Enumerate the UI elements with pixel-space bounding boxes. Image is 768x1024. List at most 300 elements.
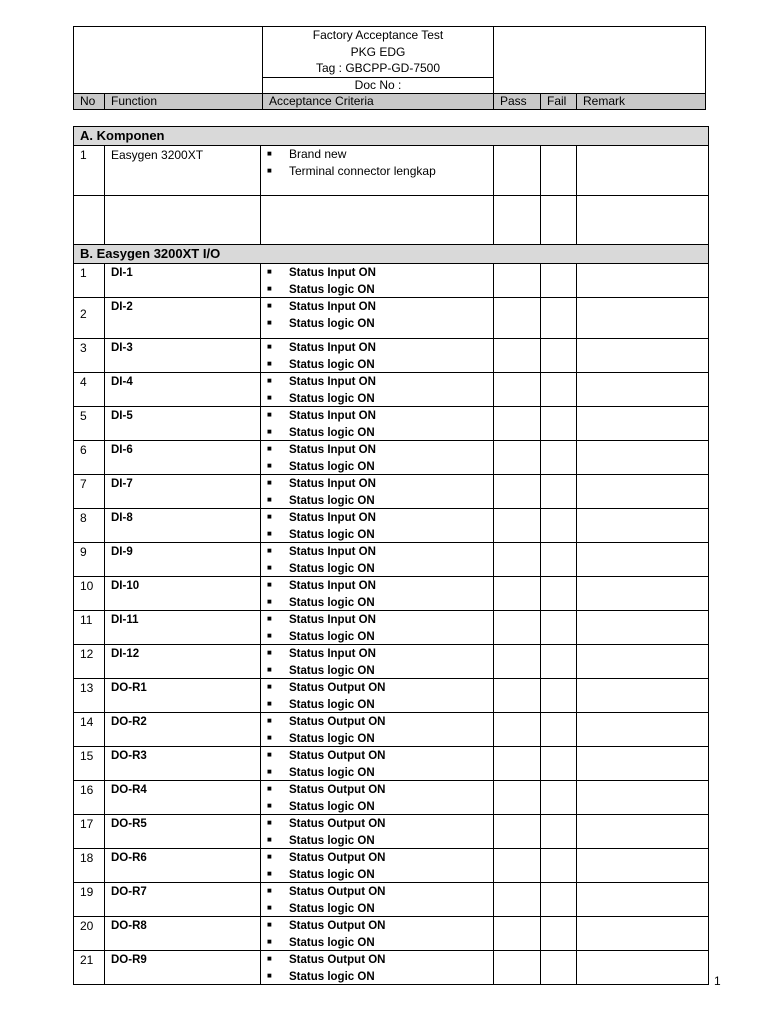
row-number: 3 [74, 339, 105, 373]
table-row [74, 951, 709, 985]
row-number: 21 [74, 951, 105, 985]
criteria-item [267, 298, 493, 315]
blank-criteria [261, 196, 494, 245]
criteria-item [267, 407, 493, 424]
remark-cell [577, 747, 709, 781]
remark-cell [577, 509, 709, 543]
square-bullet-icon: ■ [267, 716, 272, 725]
square-bullet-icon: ■ [267, 766, 272, 776]
criteria-item [267, 764, 493, 781]
square-bullet-icon: ■ [267, 648, 272, 657]
criteria-item [267, 281, 493, 298]
row-function: DO-R9 [105, 951, 261, 985]
criteria-text: Status logic ON [289, 494, 375, 507]
document-package: PKG EDG [350, 44, 406, 59]
criteria-text: Status logic ON [289, 426, 375, 439]
row-criteria [261, 815, 494, 849]
criteria-item [267, 696, 493, 713]
row-number: 12 [74, 645, 105, 679]
fail-cell [541, 509, 577, 543]
square-bullet-icon: ■ [267, 580, 272, 589]
criteria-text: Status logic ON [289, 392, 375, 405]
row-function: DO-R6 [105, 849, 261, 883]
row-criteria [261, 713, 494, 747]
header-table [73, 26, 706, 110]
row-number: 19 [74, 883, 105, 917]
fail-cell [541, 781, 577, 815]
criteria-text: Status Output ON [289, 750, 386, 762]
remark-cell [577, 298, 709, 339]
square-bullet-icon: ■ [267, 868, 272, 878]
doc-no-label: Doc No : [263, 77, 494, 93]
criteria-item [267, 951, 493, 968]
col-header-remark: Remark [577, 93, 706, 109]
criteria-text: Status logic ON [289, 970, 375, 983]
square-bullet-icon: ■ [267, 494, 272, 504]
row-number: 13 [74, 679, 105, 713]
criteria-text: Status Input ON [289, 410, 376, 422]
criteria-item [267, 390, 493, 407]
row-number: 15 [74, 747, 105, 781]
square-bullet-icon: ■ [267, 478, 272, 487]
criteria-text: Status Output ON [289, 920, 386, 932]
pass-cell [494, 543, 541, 577]
square-bullet-icon: ■ [267, 392, 272, 402]
row-number: 8 [74, 509, 105, 543]
section-title: B. Easygen 3200XT I/O [74, 245, 709, 264]
square-bullet-icon: ■ [267, 936, 272, 946]
row-number: 7 [74, 475, 105, 509]
remark-cell [577, 713, 709, 747]
remark-cell [577, 407, 709, 441]
square-bullet-icon: ■ [267, 283, 272, 293]
row-criteria [261, 373, 494, 407]
remark-cell [577, 815, 709, 849]
criteria-text: Status Output ON [289, 818, 386, 830]
criteria-item [267, 475, 493, 492]
criteria-text: Status logic ON [289, 868, 375, 881]
row-function: DI-12 [105, 645, 261, 679]
pass-cell [494, 475, 541, 509]
table-row [74, 645, 709, 679]
pass-cell [494, 339, 541, 373]
row-number: 4 [74, 373, 105, 407]
fail-cell [541, 849, 577, 883]
table-row [74, 407, 709, 441]
fail-cell [541, 815, 577, 849]
square-bullet-icon: ■ [267, 750, 272, 759]
row-criteria [261, 441, 494, 475]
pass-cell [494, 611, 541, 645]
section-komponen [74, 127, 709, 245]
pass-cell [494, 577, 541, 611]
row-number: 10 [74, 577, 105, 611]
criteria-item [267, 356, 493, 373]
criteria-item [267, 146, 493, 163]
criteria-text: Status Input ON [289, 546, 376, 558]
col-header-function: Function [105, 93, 263, 109]
criteria-item [267, 264, 493, 281]
blank-function [105, 196, 261, 245]
criteria-text: Status logic ON [289, 698, 375, 711]
criteria-item [267, 713, 493, 730]
col-header-pass: Pass [494, 93, 541, 109]
square-bullet-icon: ■ [267, 682, 272, 691]
row-number: 16 [74, 781, 105, 815]
criteria-text: Status Output ON [289, 852, 386, 864]
pass-cell [494, 815, 541, 849]
square-bullet-icon: ■ [267, 528, 272, 538]
row-criteria [261, 407, 494, 441]
square-bullet-icon: ■ [267, 342, 272, 351]
col-header-fail: Fail [541, 93, 577, 109]
remark-cell [577, 475, 709, 509]
row-function: DO-R7 [105, 883, 261, 917]
criteria-text: Brand new [289, 147, 347, 161]
remark-cell [577, 146, 709, 196]
row-criteria [261, 146, 494, 196]
header-blank-left [74, 27, 263, 94]
row-function: DO-R4 [105, 781, 261, 815]
col-header-no: No [74, 93, 105, 109]
square-bullet-icon: ■ [267, 358, 272, 368]
criteria-item [267, 832, 493, 849]
criteria-text: Status Input ON [289, 512, 376, 524]
row-number: 5 [74, 407, 105, 441]
criteria-item [267, 747, 493, 764]
remark-cell [577, 917, 709, 951]
criteria-text: Terminal connector lengkap [289, 163, 436, 178]
row-criteria [261, 645, 494, 679]
fail-cell [541, 577, 577, 611]
criteria-text: Status logic ON [289, 834, 375, 847]
criteria-item [267, 509, 493, 526]
document-title-block [263, 27, 494, 78]
criteria-item [267, 611, 493, 628]
col-header-criteria: Acceptance Criteria [263, 93, 494, 109]
criteria-item [267, 917, 493, 934]
table-row [74, 679, 709, 713]
table-row [74, 339, 709, 373]
square-bullet-icon: ■ [267, 970, 272, 980]
pass-cell [494, 917, 541, 951]
row-function: DO-R3 [105, 747, 261, 781]
table-row [74, 298, 709, 339]
criteria-item [267, 526, 493, 543]
square-bullet-icon: ■ [267, 460, 272, 470]
criteria-item [267, 594, 493, 611]
pass-cell [494, 146, 541, 196]
row-number: 1 [74, 264, 105, 298]
square-bullet-icon: ■ [267, 664, 272, 674]
criteria-text: Status logic ON [289, 800, 375, 813]
fail-cell [541, 917, 577, 951]
row-number: 9 [74, 543, 105, 577]
criteria-item [267, 798, 493, 815]
remark-cell [577, 264, 709, 298]
blank-no [74, 196, 105, 245]
pass-cell [494, 781, 541, 815]
fail-cell [541, 645, 577, 679]
row-function: DI-4 [105, 373, 261, 407]
remark-cell [577, 339, 709, 373]
criteria-item [267, 883, 493, 900]
table-row [74, 815, 709, 849]
square-bullet-icon: ■ [267, 410, 272, 419]
fail-cell [541, 196, 577, 245]
row-function: DI-6 [105, 441, 261, 475]
square-bullet-icon: ■ [267, 852, 272, 861]
row-function: DO-R5 [105, 815, 261, 849]
row-criteria [261, 781, 494, 815]
pass-cell [494, 509, 541, 543]
row-criteria [261, 509, 494, 543]
criteria-item [267, 441, 493, 458]
square-bullet-icon: ■ [267, 165, 272, 175]
square-bullet-icon: ■ [267, 784, 272, 793]
row-function: DO-R8 [105, 917, 261, 951]
criteria-text: Status Input ON [289, 342, 376, 354]
pass-cell [494, 645, 541, 679]
criteria-item [267, 560, 493, 577]
criteria-item [267, 577, 493, 594]
row-number: 2 [74, 298, 105, 339]
table-row [74, 849, 709, 883]
row-number: 11 [74, 611, 105, 645]
square-bullet-icon: ■ [267, 818, 272, 827]
fail-cell [541, 713, 577, 747]
row-criteria [261, 339, 494, 373]
table-row [74, 747, 709, 781]
table-row [74, 509, 709, 543]
criteria-text: Status Input ON [289, 301, 376, 313]
fail-cell [541, 373, 577, 407]
table-row [74, 713, 709, 747]
criteria-text: Status logic ON [289, 630, 375, 643]
criteria-item [267, 543, 493, 560]
row-function: DO-R1 [105, 679, 261, 713]
square-bullet-icon: ■ [267, 301, 272, 310]
square-bullet-icon: ■ [267, 376, 272, 385]
criteria-item [267, 339, 493, 356]
pass-cell [494, 373, 541, 407]
criteria-item [267, 373, 493, 390]
criteria-text: Status logic ON [289, 317, 375, 330]
section-title: A. Komponen [74, 127, 709, 146]
row-number: 20 [74, 917, 105, 951]
pass-cell [494, 196, 541, 245]
pass-cell [494, 679, 541, 713]
table-row [74, 373, 709, 407]
criteria-item [267, 866, 493, 883]
remark-cell [577, 679, 709, 713]
document-title: Factory Acceptance Test [312, 28, 444, 42]
pass-cell [494, 951, 541, 985]
row-criteria [261, 747, 494, 781]
square-bullet-icon: ■ [267, 886, 272, 895]
fail-cell [541, 543, 577, 577]
row-criteria [261, 883, 494, 917]
criteria-text: Status Input ON [289, 267, 376, 279]
criteria-item [267, 645, 493, 662]
criteria-text: Status Input ON [289, 478, 376, 490]
table-row [74, 475, 709, 509]
row-function: DI-2 [105, 298, 261, 339]
square-bullet-icon: ■ [267, 920, 272, 929]
pass-cell [494, 849, 541, 883]
pass-cell [494, 441, 541, 475]
row-criteria [261, 917, 494, 951]
square-bullet-icon: ■ [267, 954, 272, 963]
square-bullet-icon: ■ [267, 512, 272, 521]
table-row [74, 611, 709, 645]
row-criteria [261, 611, 494, 645]
fail-cell [541, 747, 577, 781]
criteria-item [267, 934, 493, 951]
criteria-item [267, 315, 493, 332]
fail-cell [541, 339, 577, 373]
row-function: DI-1 [105, 264, 261, 298]
pass-cell [494, 264, 541, 298]
criteria-text: Status Output ON [289, 682, 386, 694]
square-bullet-icon: ■ [267, 267, 272, 276]
fail-cell [541, 264, 577, 298]
criteria-text: Status Output ON [289, 954, 386, 966]
square-bullet-icon: ■ [267, 834, 272, 844]
square-bullet-icon: ■ [267, 562, 272, 572]
square-bullet-icon: ■ [267, 614, 272, 623]
column-header-row [74, 93, 706, 109]
fail-cell [541, 951, 577, 985]
square-bullet-icon: ■ [267, 596, 272, 606]
square-bullet-icon: ■ [267, 698, 272, 708]
criteria-text: Status logic ON [289, 766, 375, 779]
page-number: 1 [714, 974, 721, 988]
remark-cell [577, 441, 709, 475]
criteria-text: Status logic ON [289, 664, 375, 677]
table-row [74, 781, 709, 815]
square-bullet-icon: ■ [267, 902, 272, 912]
criteria-text: Status logic ON [289, 283, 375, 296]
row-criteria [261, 298, 494, 339]
criteria-text: Status logic ON [289, 732, 375, 745]
criteria-text: Status logic ON [289, 562, 375, 575]
remark-cell [577, 611, 709, 645]
row-criteria [261, 577, 494, 611]
row-criteria [261, 849, 494, 883]
row-criteria [261, 475, 494, 509]
pass-cell [494, 883, 541, 917]
criteria-item [267, 781, 493, 798]
table-row [74, 883, 709, 917]
fail-cell [541, 883, 577, 917]
blank-row [74, 196, 709, 245]
table-row [74, 917, 709, 951]
table-row [74, 543, 709, 577]
table-row [74, 146, 709, 196]
criteria-text: Status Output ON [289, 716, 386, 728]
fail-cell [541, 611, 577, 645]
criteria-item [267, 900, 493, 917]
table-row [74, 577, 709, 611]
row-function: DI-3 [105, 339, 261, 373]
row-function: DI-5 [105, 407, 261, 441]
criteria-text: Status Input ON [289, 580, 376, 592]
square-bullet-icon: ■ [267, 546, 272, 555]
criteria-item [267, 662, 493, 679]
remark-cell [577, 196, 709, 245]
criteria-item [267, 492, 493, 509]
remark-cell [577, 951, 709, 985]
remark-cell [577, 883, 709, 917]
square-bullet-icon: ■ [267, 630, 272, 640]
criteria-item [267, 163, 493, 180]
criteria-item [267, 815, 493, 832]
remark-cell [577, 645, 709, 679]
row-number: 6 [74, 441, 105, 475]
table-row [74, 441, 709, 475]
row-function: Easygen 3200XT [105, 146, 261, 196]
row-function: DI-8 [105, 509, 261, 543]
fail-cell [541, 441, 577, 475]
square-bullet-icon: ■ [267, 444, 272, 453]
row-function: DI-11 [105, 611, 261, 645]
criteria-text: Status Output ON [289, 886, 386, 898]
row-criteria [261, 264, 494, 298]
row-number: 17 [74, 815, 105, 849]
row-function: DI-10 [105, 577, 261, 611]
row-criteria [261, 679, 494, 713]
criteria-text: Status logic ON [289, 936, 375, 949]
square-bullet-icon: ■ [267, 800, 272, 810]
row-function: DO-R2 [105, 713, 261, 747]
acceptance-table [73, 126, 709, 985]
criteria-item [267, 424, 493, 441]
fail-cell [541, 407, 577, 441]
remark-cell [577, 373, 709, 407]
criteria-text: Status Input ON [289, 648, 376, 660]
pass-cell [494, 407, 541, 441]
fail-cell [541, 475, 577, 509]
square-bullet-icon: ■ [267, 732, 272, 742]
criteria-item [267, 849, 493, 866]
remark-cell [577, 577, 709, 611]
criteria-text: Status logic ON [289, 528, 375, 541]
criteria-text: Status Input ON [289, 614, 376, 626]
row-criteria [261, 543, 494, 577]
criteria-item [267, 730, 493, 747]
row-number: 18 [74, 849, 105, 883]
row-number: 1 [74, 146, 105, 196]
criteria-text: Status logic ON [289, 358, 375, 371]
criteria-text: Status Output ON [289, 784, 386, 796]
row-number: 14 [74, 713, 105, 747]
criteria-item [267, 679, 493, 696]
remark-cell [577, 781, 709, 815]
square-bullet-icon: ■ [267, 149, 272, 158]
criteria-item [267, 458, 493, 475]
fail-cell [541, 679, 577, 713]
row-function: DI-7 [105, 475, 261, 509]
document-tag: Tag : GBCPP-GD-7500 [315, 61, 441, 75]
table-row [74, 264, 709, 298]
square-bullet-icon: ■ [267, 317, 272, 327]
criteria-text: Status logic ON [289, 460, 375, 473]
criteria-text: Status Input ON [289, 444, 376, 456]
criteria-item [267, 968, 493, 985]
criteria-text: Status Input ON [289, 376, 376, 388]
remark-cell [577, 543, 709, 577]
